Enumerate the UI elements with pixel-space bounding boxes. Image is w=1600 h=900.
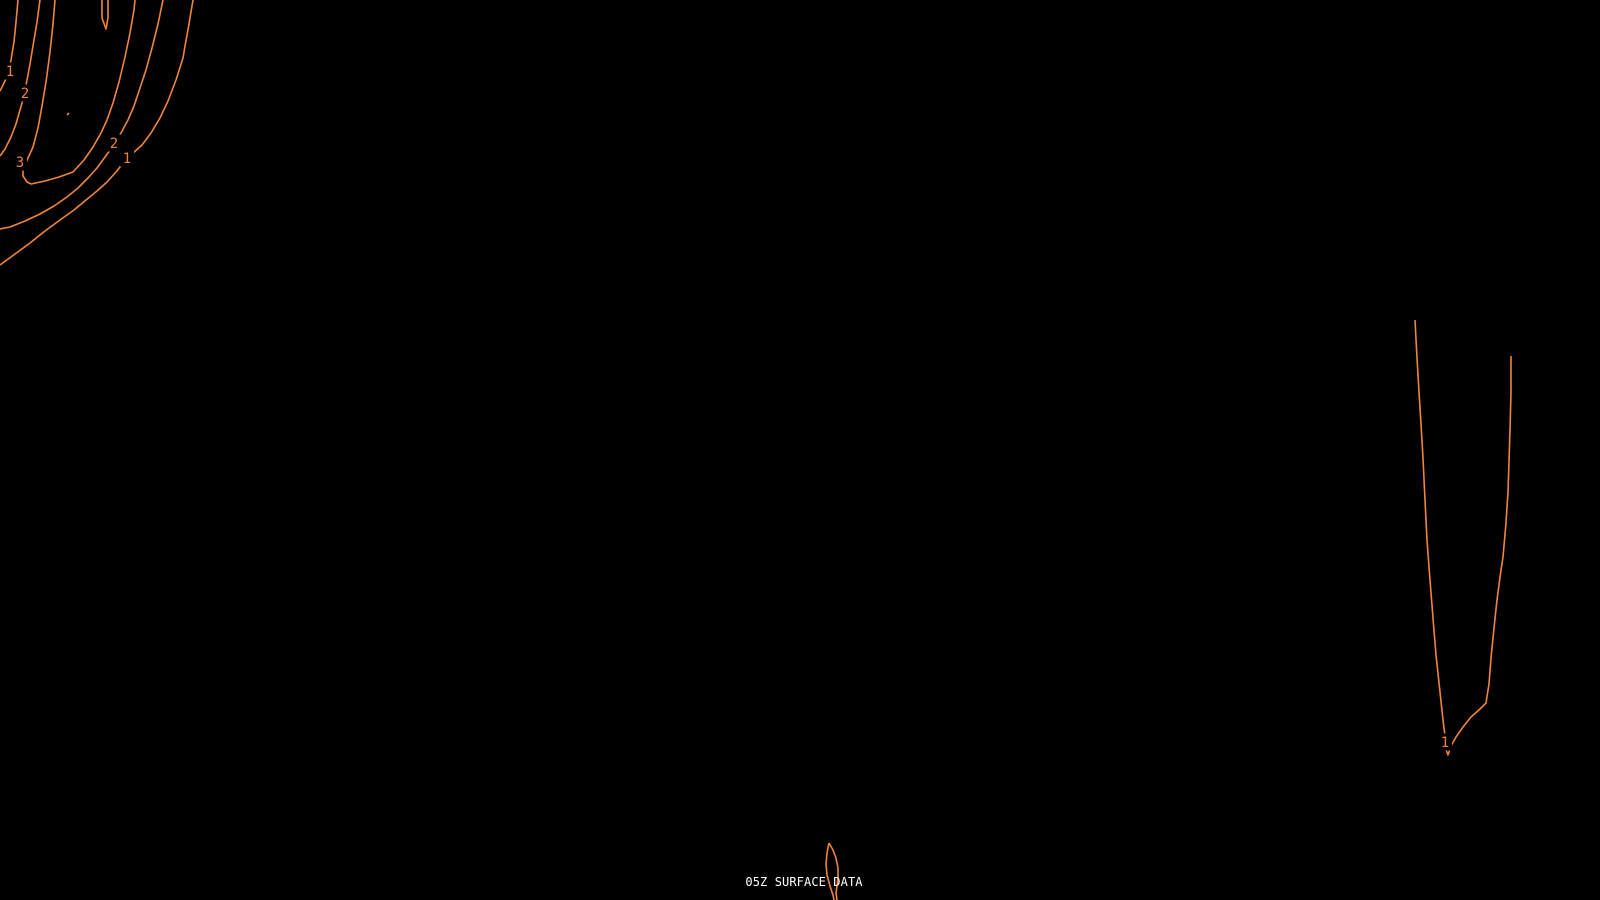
contour-level-label: 1 [122,151,132,167]
contour-line-nw-innermost-spike [102,0,108,29]
contour-line-nw-right-branch [0,0,193,265]
contour-line-south-sliver-right [829,843,838,900]
contour-line-nw-inner-hook [20,0,135,184]
contour-level-label: 2 [20,86,30,102]
contour-level-label: 3 [15,155,25,171]
contour-level-label: 1 [5,64,15,80]
contour-level-label: 1 [1440,735,1450,751]
contour-line-nw-dot [67,113,69,115]
plot-caption: 05Z SURFACE DATA [745,875,863,889]
contour-line-east-v-contour [1415,320,1511,755]
contour-line-nw-right-branch [0,0,163,229]
contour-level-label: 2 [109,136,119,152]
